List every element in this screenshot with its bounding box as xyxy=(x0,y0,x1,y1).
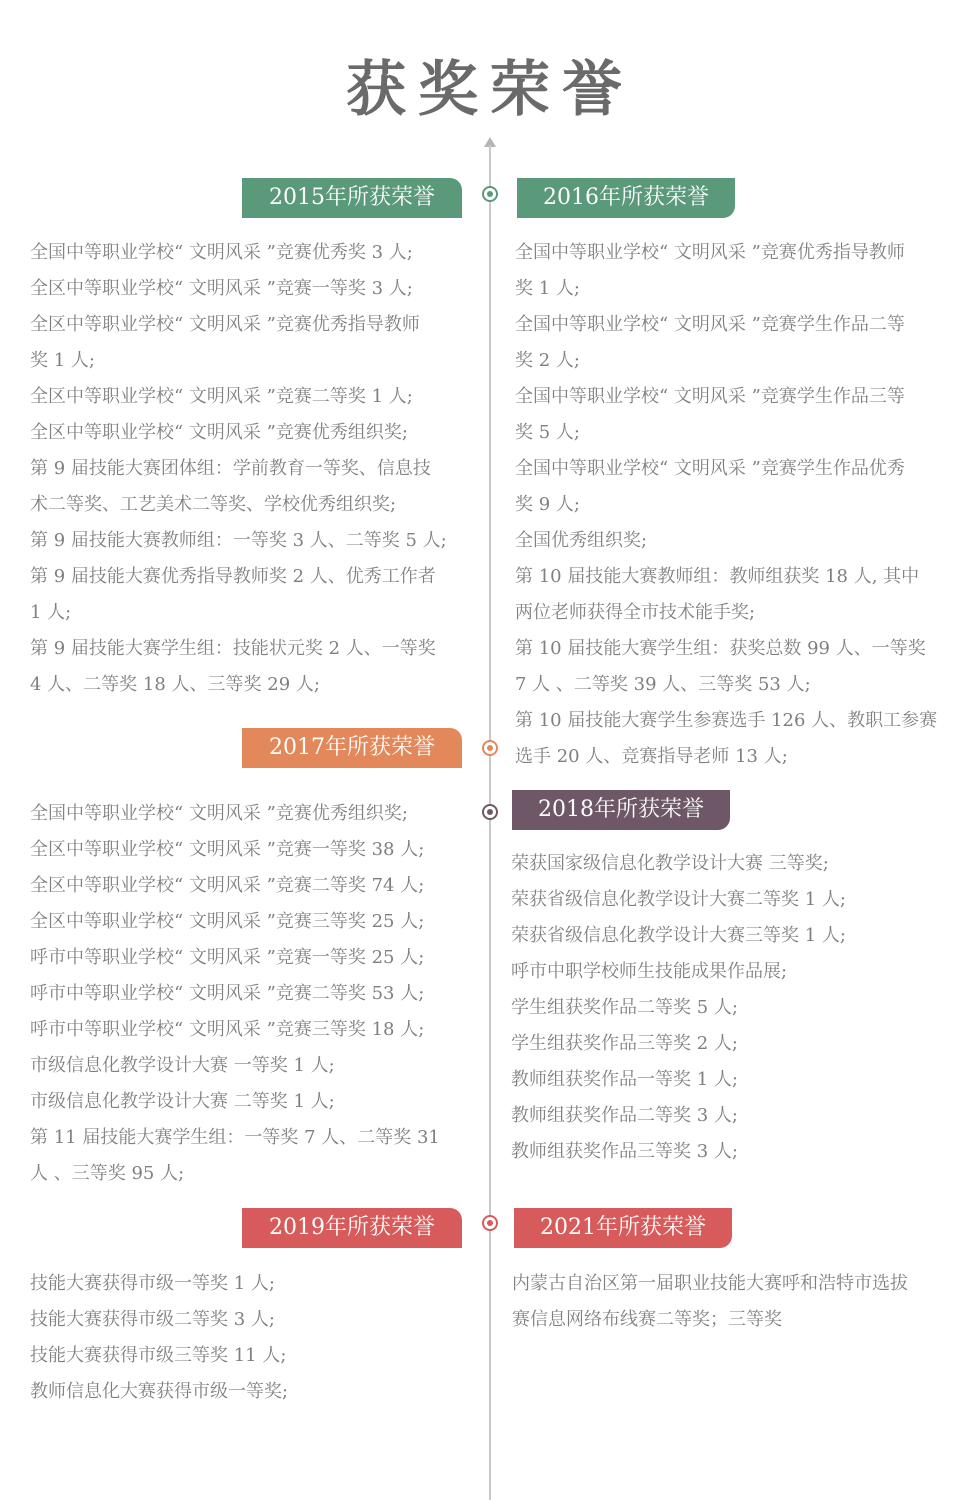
award-item: 全国优秀组织奖; xyxy=(515,530,648,551)
award-item: 技能大赛获得市级一等奖 1 人; xyxy=(30,1273,275,1294)
section-tag-2017: 2017年所获荣誉 xyxy=(242,728,462,768)
award-item: 全区中等职业学校“ 文明风采 ”竞赛二等奖 74 人; xyxy=(30,875,425,896)
award-item: 奖 1 人; xyxy=(30,350,95,371)
award-item: 教师组获奖作品一等奖 1 人; xyxy=(511,1069,738,1090)
award-item: 人 、三等奖 95 人; xyxy=(30,1163,185,1184)
timeline-dot-2018 xyxy=(482,804,498,820)
award-item: 第 10 届技能大赛学生组：获奖总数 99 人、一等奖 xyxy=(515,638,926,659)
award-item: 教师组获奖作品二等奖 3 人; xyxy=(511,1105,738,1126)
award-item: 荣获省级信息化教学设计大赛三等奖 1 人; xyxy=(511,925,846,946)
award-item: 市级信息化教学设计大赛 一等奖 1 人; xyxy=(30,1055,335,1076)
section-list-2017 xyxy=(30,796,480,1192)
award-item: 呼市中等职业学校“ 文明风采 ”竞赛一等奖 25 人; xyxy=(30,947,425,968)
award-item: 两位老师获得全市技术能手奖; xyxy=(515,602,756,623)
section-list-2015 xyxy=(30,235,480,703)
award-item: 全区中等职业学校“ 文明风采 ”竞赛一等奖 38 人; xyxy=(30,839,425,860)
award-item: 学生组获奖作品二等奖 5 人; xyxy=(511,997,738,1018)
award-item: 赛信息网络布线赛二等奖；三等奖 xyxy=(512,1309,782,1330)
award-item: 奖 2 人; xyxy=(515,350,580,371)
section-tag-2018: 2018年所获荣誉 xyxy=(512,790,730,830)
award-item: 内蒙古自治区第一届职业技能大赛呼和浩特市选拔 xyxy=(512,1273,908,1294)
award-item: 呼市中等职业学校“ 文明风采 ”竞赛二等奖 53 人; xyxy=(30,983,425,1004)
award-item: 4 人、二等奖 18 人、三等奖 29 人; xyxy=(30,674,320,695)
award-item: 技能大赛获得市级三等奖 11 人; xyxy=(30,1345,287,1366)
award-item: 奖 5 人; xyxy=(515,422,580,443)
section-list-2018 xyxy=(511,846,966,1170)
timeline-dot-2017 xyxy=(482,740,498,756)
award-item: 全国中等职业学校“ 文明风采 ”竞赛优秀指导教师 xyxy=(515,242,905,263)
award-item: 全国中等职业学校“ 文明风采 ”竞赛学生作品三等 xyxy=(515,386,905,407)
award-item: 学生组获奖作品三等奖 2 人; xyxy=(511,1033,738,1054)
award-item: 1 人; xyxy=(30,602,72,623)
timeline-dot-2015 xyxy=(482,186,498,202)
award-item: 第 10 届技能大赛教师组：教师组获奖 18 人, 其中 xyxy=(515,566,920,587)
award-item: 荣获省级信息化教学设计大赛二等奖 1 人; xyxy=(511,889,846,910)
award-item: 教师组获奖作品三等奖 3 人; xyxy=(511,1141,738,1162)
award-item: 选手 20 人、竞赛指导老师 13 人; xyxy=(515,746,788,767)
award-item: 第 10 届技能大赛学生参赛选手 126 人、教职工参赛 xyxy=(515,710,938,731)
award-item: 第 9 届技能大赛优秀指导教师奖 2 人、优秀工作者 xyxy=(30,566,436,587)
section-tag-2019: 2019年所获荣誉 xyxy=(242,1208,462,1248)
award-item: 全区中等职业学校“ 文明风采 ”竞赛优秀组织奖; xyxy=(30,422,408,443)
award-item: 全国中等职业学校“ 文明风采 ”竞赛优秀奖 3 人; xyxy=(30,242,413,263)
award-item: 术二等奖、工艺美术二等奖、学校优秀组织奖; xyxy=(30,494,397,515)
award-item: 教师信息化大赛获得市级一等奖; xyxy=(30,1381,289,1402)
section-list-2016 xyxy=(515,235,970,775)
award-item: 全国中等职业学校“ 文明风采 ”竞赛优秀组织奖; xyxy=(30,803,408,824)
award-item: 全区中等职业学校“ 文明风采 ”竞赛二等奖 1 人; xyxy=(30,386,413,407)
timeline-dot-2019 xyxy=(482,1215,498,1231)
award-item: 第 9 届技能大赛教师组：一等奖 3 人、二等奖 5 人; xyxy=(30,530,447,551)
award-item: 第 11 届技能大赛学生组：一等奖 7 人、二等奖 31 xyxy=(30,1127,440,1148)
section-tag-2021: 2021年所获荣誉 xyxy=(514,1208,732,1248)
award-item: 呼市中职学校师生技能成果作品展; xyxy=(511,961,788,982)
award-item: 全区中等职业学校“ 文明风采 ”竞赛三等奖 25 人; xyxy=(30,911,425,932)
section-list-2021 xyxy=(512,1266,967,1338)
award-item: 奖 9 人; xyxy=(515,494,580,515)
timeline-line xyxy=(489,145,491,1500)
award-item: 全区中等职业学校“ 文明风采 ”竞赛一等奖 3 人; xyxy=(30,278,413,299)
award-item: 技能大赛获得市级二等奖 3 人; xyxy=(30,1309,275,1330)
award-item: 全国中等职业学校“ 文明风采 ”竞赛学生作品二等 xyxy=(515,314,905,335)
award-item: 7 人 、二等奖 39 人、三等奖 53 人; xyxy=(515,674,811,695)
award-item: 全区中等职业学校“ 文明风采 ”竞赛优秀指导教师 xyxy=(30,314,420,335)
section-list-2019 xyxy=(30,1266,480,1410)
award-item: 荣获国家级信息化教学设计大赛 三等奖; xyxy=(511,853,829,874)
award-item: 奖 1 人; xyxy=(515,278,580,299)
award-item: 全国中等职业学校“ 文明风采 ”竞赛学生作品优秀 xyxy=(515,458,905,479)
award-item: 呼市中等职业学校“ 文明风采 ”竞赛三等奖 18 人; xyxy=(30,1019,425,1040)
award-item: 第 9 届技能大赛团体组：学前教育一等奖、信息技 xyxy=(30,458,431,479)
section-tag-2015: 2015年所获荣誉 xyxy=(242,178,462,218)
award-item: 第 9 届技能大赛学生组：技能状元奖 2 人、一等奖 xyxy=(30,638,436,659)
award-item: 市级信息化教学设计大赛 二等奖 1 人; xyxy=(30,1091,335,1112)
page-title: 获奖荣誉 xyxy=(346,55,634,125)
section-tag-2016: 2016年所获荣誉 xyxy=(517,178,735,218)
